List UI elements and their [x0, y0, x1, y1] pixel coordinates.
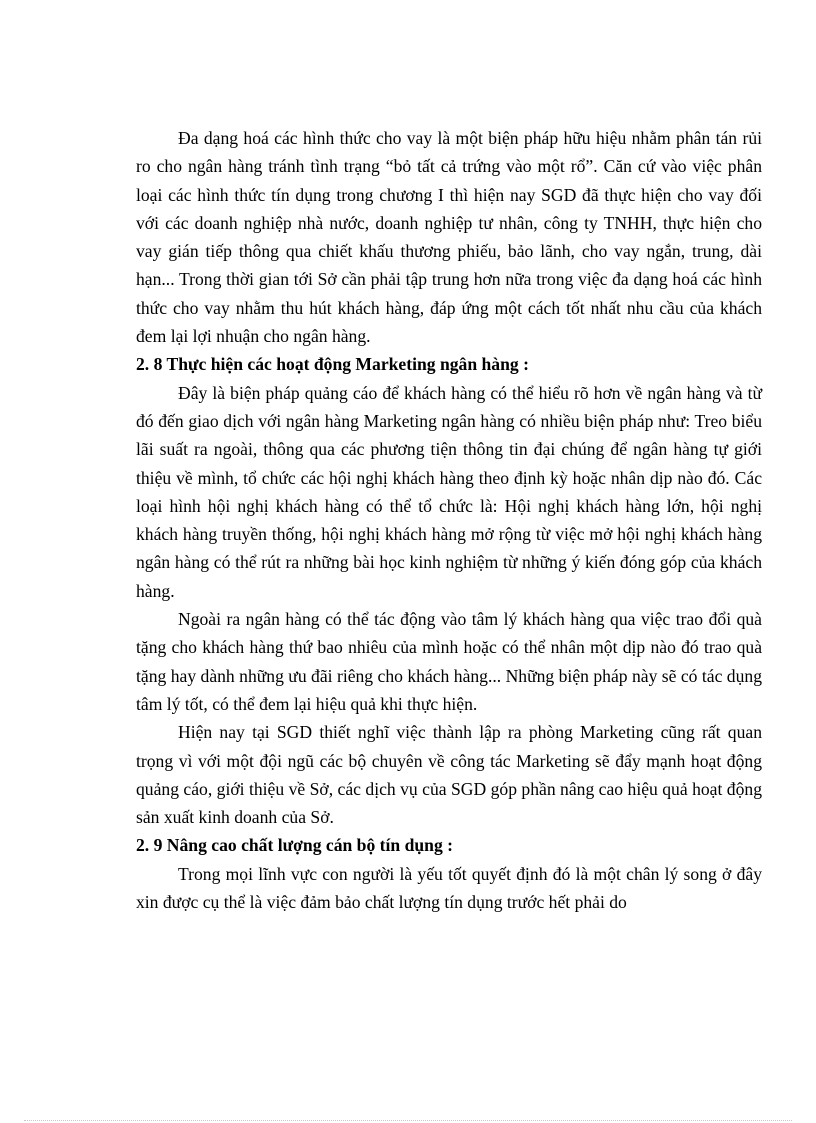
section-heading-2-9: 2. 9 Nâng cao chất lượng cán bộ tín dụng :	[136, 835, 453, 856]
paragraph-marketing-measures: Đây là biện pháp quảng cáo để khách hàng có thể hiểu rõ hơn về ngân hàng và từ đó đến giao dịch với ngân hàng Marketing ngân hàng có nhiều biện pháp như: Treo biểu lãi suất ra ngoài, thông qua các phương tiện thông tin đại chúng để ngân hàng tự giới thiệu về mình, tổ chức các hội nghị khách hàng theo định kỳ hoặc nhân dịp nào đó. Các loại hình hội nghị khách hàng có thể tổ chức là: Hội nghị khách hàng lớn, hội nghị khách hàng truyền thống, hội nghị khách hàng mở rộng từ việc mở hội nghị khách hàng ngân hàng có thể rút ra những bài học kinh nghiệm từ những ý kiến đóng góp của khách hàng.	[136, 382, 762, 601]
paragraph-staff-quality: Trong mọi lĩnh vực con người là yếu tốt quyết định đó là một chân lý song ở đây xin được cụ thể là việc đảm bảo chất lượng tín dụng trước hết phải do	[136, 863, 762, 913]
paragraph-customer-psychology: Ngoài ra ngân hàng có thể tác động vào tâm lý khách hàng qua việc trao đổi quà tặng cho khách hàng thứ bao nhiêu của mình hoặc có thể nhân một dịp nào đó trao quà tặng hay dành những ưu đãi riêng cho khách hàng... Những biện pháp này sẽ có tác dụng tâm lý tốt, có thể đem lại hiệu quả khi thực hiện.	[136, 609, 762, 714]
paragraph-loan-diversification: Đa dạng hoá các hình thức cho vay là một biện pháp hữu hiệu nhằm phân tán rủi ro cho ngân hàng tránh tình trạng “bỏ tất cả trứng vào một rổ”. Căn cứ vào việc phân loại các hình thức tín dụng trong chương I thì hiện nay SGD đã thực hiện cho vay đối với các doanh nghiệp nhà nước, doanh nghiệp tư nhân, công ty TNHH, thực hiện cho vay gián tiếp thông qua chiết khấu thương phiếu, bảo lãnh, cho vay ngắn, trung, dài hạn... Trong thời gian tới Sở cần phải tập trung hơn nữa trong việc đa dạng hoá các hình thức cho vay nhằm thu hút khách hàng, đáp ứng một cách tốt nhất nhu cầu của khách đem lại lợi nhuận cho ngân hàng.	[136, 128, 762, 347]
document-body	[136, 124, 762, 916]
page-bottom-divider	[24, 1120, 792, 1121]
paragraph-marketing-department: Hiện nay tại SGD thiết nghĩ việc thành lập ra phòng Marketing cũng rất quan trọng vì với một đội ngũ các bộ chuyên về công tác Marketing sẽ đẩy mạnh hoạt động quảng cáo, giới thiệu về Sở, các dịch vụ của SGD góp phần nâng cao hiệu quả hoạt động sản xuất kinh doanh của Sở.	[136, 722, 762, 828]
section-heading-2-8: 2. 8 Thực hiện các hoạt động Marketing ngân hàng :	[136, 354, 529, 375]
